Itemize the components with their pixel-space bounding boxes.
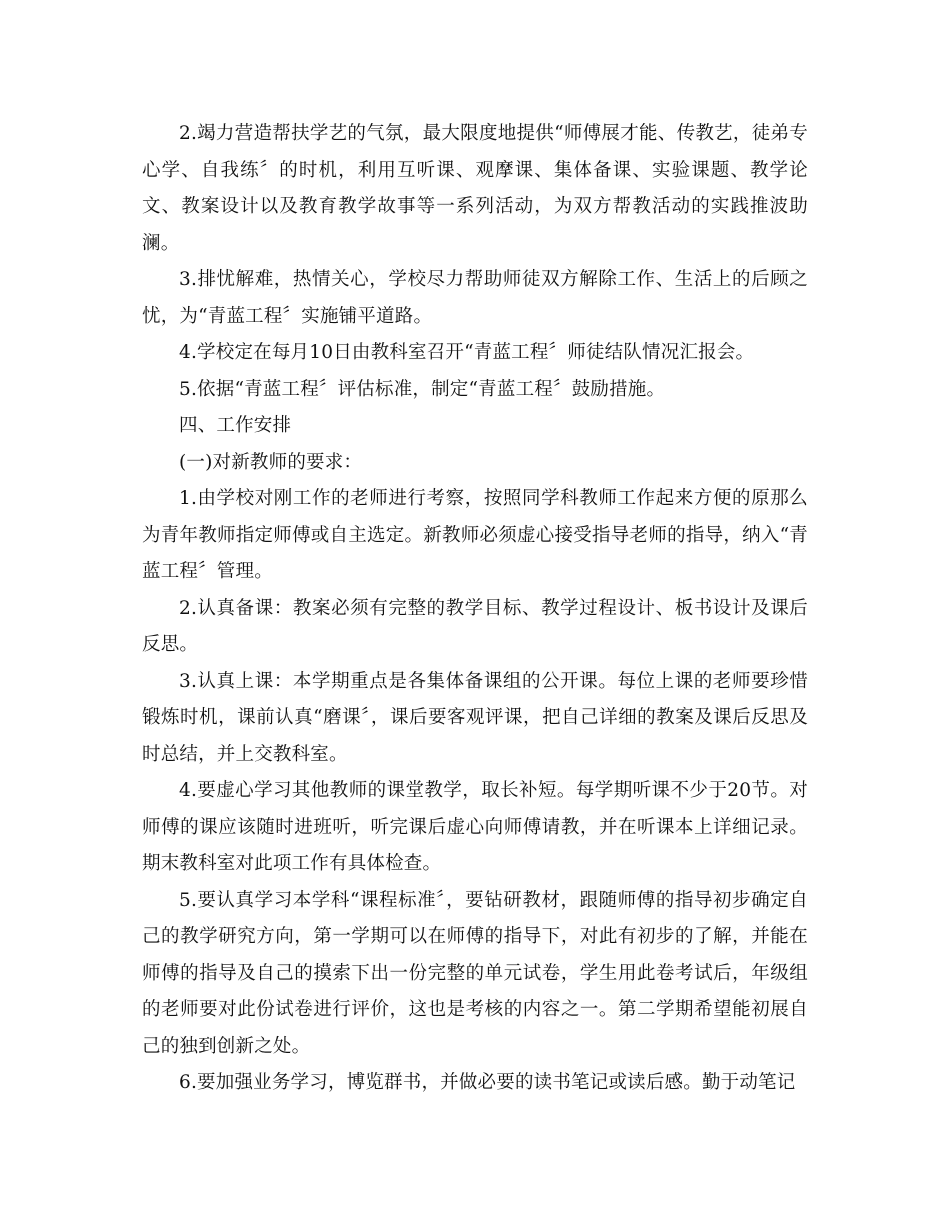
subsection-heading-new-teachers: (一)对新教师的要求： [179, 451, 363, 473]
document-body [142, 116, 808, 1102]
requirement-item-1-mentor-assignment: 1.由学校对刚工作的老师进行考察，按照同学科教师工作起来方便的原那么为青年教师指定师傅或自主选定。新教师必须虚心接受指导老师的指导，纳入“青蓝工程〞管理。 [142, 488, 808, 582]
requirement-item-3-teaching: 3.认真上课：本学期重点是各集体备课组的公开课。每位上课的老师要珍惜锻炼时机，课前认真“磨课〞，课后要客观评课，把自己详细的教案及课后反思及时总结，并上交教科室。 [142, 670, 808, 765]
paragraph-item-3-care: 3.排忧解难，热情关心，学校尽力帮助师徒双方解除工作、生活上的后顾之忧，为“青蓝工程〞实施铺平道路。 [142, 269, 808, 327]
paragraph-item-2-atmosphere: 2.竭力营造帮扶学艺的气氛，最大限度地提供“师傅展才能、传教艺，徒弟专心学、自我练〞的时机，利用互听课、观摩课、集体备课、实验课题、教学论文、教案设计以及教育教学故事等一系列活动，为双方帮教活动的实践推波助澜。 [142, 123, 808, 254]
requirement-item-4-observation: 4.要虚心学习其他教师的课堂教学，取长补短。每学期听课不少于20节。对师傅的课应该随时进班听，听完课后虚心向师傅请教，并在听课本上详细记录。期末教科室对此项工作有具体检查。 [142, 780, 808, 874]
paragraph-item-5-evaluation: 5.依据“青蓝工程〞评估标准，制定“青蓝工程〞鼓励措施。 [179, 378, 666, 400]
paragraph-item-4-monthly-meeting: 4.学校定在每月10日由教科室召开“青蓝工程〞师徒结队情况汇报会。 [179, 342, 755, 363]
requirement-item-6-reading: 6.要加强业务学习，博览群书，并做必要的读书笔记或读后感。勤于动笔记 [179, 1072, 796, 1093]
section-heading-work-arrangement: 四、工作安排 [179, 415, 292, 436]
requirement-item-5-curriculum: 5.要认真学习本学科“课程标准〞，要钻研教材，跟随师傅的指导初步确定自己的教学研究方向，第一学期可以在师傅的指导下，对此有初步的了解，并能在师傅的指导及自己的摸索下出一份完整的单元试卷，学生用此卷考试后，年级组的老师要对此份试卷进行评价，这也是考核的内容之一。第二学期希望能初展自己的独到创新之处。 [142, 889, 808, 1057]
requirement-item-2-lesson-prep: 2.认真备课：教案必须有完整的教学目标、教学过程设计、板书设计及课后反思。 [142, 597, 808, 655]
